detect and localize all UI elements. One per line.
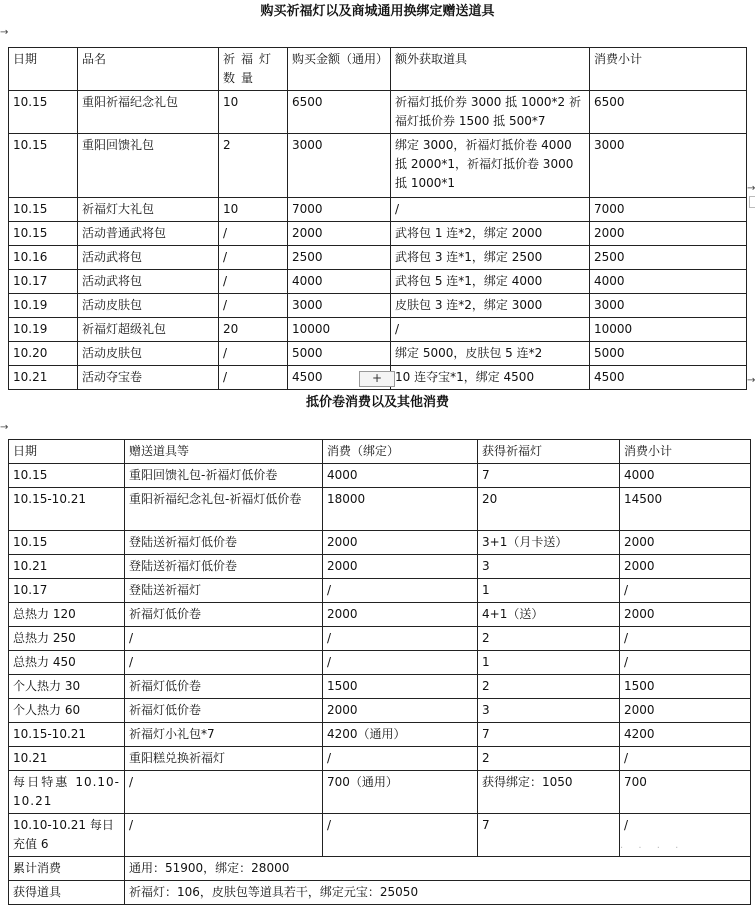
date-cell: 10.15 — [9, 91, 78, 134]
date-cell: 10.21 — [9, 366, 78, 390]
lamp-count-cell: / — [219, 246, 288, 270]
date-cell: 10.21 — [9, 555, 125, 579]
consumption-cell: / — [323, 579, 478, 603]
subtotal-cell: 3000 — [590, 134, 747, 198]
lamps-gained-cell: 3 — [478, 555, 620, 579]
date-cell: 总热力 450 — [9, 651, 125, 675]
extra-items-cell: 绑定 3000，祈福灯抵价卷 4000 抵 2000*1，祈福灯抵价卷 3000 抵 1000*1 — [391, 134, 590, 198]
date-cell: 10.15-10.21 — [9, 723, 125, 747]
left-edge-arrow-icon: → — [0, 422, 9, 433]
gift-items-cell: 祈福灯小礼包*7 — [125, 723, 323, 747]
date-cell: 10.17 — [9, 270, 78, 294]
amount-cell: 3000 — [288, 134, 391, 198]
gift-items-cell: 祈福灯低价卷 — [125, 675, 323, 699]
table-row — [9, 531, 751, 555]
gift-items-cell: / — [125, 651, 323, 675]
right-edge-arrow-icon: → — [747, 375, 755, 386]
summary-label-cell: 累计消费 — [9, 857, 125, 881]
lamp-count-cell: / — [219, 294, 288, 318]
table-row — [9, 747, 751, 771]
consumption-cell: / — [323, 651, 478, 675]
header-consumption-cell: 消费（绑定） — [323, 440, 478, 464]
header-date-cell: 日期 — [9, 48, 78, 91]
table-row — [9, 603, 751, 627]
item-name-cell: 活动夺宝卷 — [78, 366, 219, 390]
subtotal-cell: 2000 — [620, 555, 751, 579]
lamps-gained-cell: 1 — [478, 579, 620, 603]
header-lamps-gained-cell: 获得祈福灯 — [478, 440, 620, 464]
date-cell: 10.15 — [9, 531, 125, 555]
item-name-cell: 祈福灯超级礼包 — [78, 318, 219, 342]
table-row — [9, 627, 751, 651]
amount-cell: 3000 — [288, 294, 391, 318]
subtotal-cell: 5000 — [590, 342, 747, 366]
item-name-cell: 活动普通武将包 — [78, 222, 219, 246]
date-cell: 总热力 120 — [9, 603, 125, 627]
lamps-gained-cell: 1 — [478, 651, 620, 675]
extra-items-cell: 绑定 5000，皮肤包 5 连*2 — [391, 342, 590, 366]
date-cell: 10.10-10.21 每日充值 6 — [9, 814, 125, 857]
subtotal-cell: / — [620, 814, 751, 857]
lamp-count-cell: / — [219, 270, 288, 294]
subtotal-cell: 10000 — [590, 318, 747, 342]
subtotal-cell: 700 — [620, 771, 751, 814]
summary-row — [9, 881, 751, 905]
lamp-count-cell: 20 — [219, 318, 288, 342]
gift-items-cell: 重阳回馈礼包-祈福灯低价卷 — [125, 464, 323, 488]
lamp-count-cell: 10 — [219, 198, 288, 222]
table-row — [9, 91, 747, 134]
subtotal-cell: 1500 — [620, 675, 751, 699]
date-cell: 10.21 — [9, 747, 125, 771]
extra-items-cell: / — [391, 318, 590, 342]
lamps-gained-cell: 3+1（月卡送） — [478, 531, 620, 555]
amount-cell: 10000 — [288, 318, 391, 342]
date-cell: 10.20 — [9, 342, 78, 366]
consumption-cell: 1500 — [323, 675, 478, 699]
table-header-row — [9, 48, 747, 91]
extra-items-cell: 武将包 3 连*1，绑定 2500 — [391, 246, 590, 270]
table-row — [9, 771, 751, 814]
table-row — [9, 723, 751, 747]
consumption-cell: 700（通用） — [323, 771, 478, 814]
header-extra-items-cell: 额外获取道具 — [391, 48, 590, 91]
lamp-count-cell: 10 — [219, 91, 288, 134]
lamps-gained-cell: 2 — [478, 627, 620, 651]
header-gift-items-cell: 赠送道具等 — [125, 440, 323, 464]
add-row-button[interactable]: + — [359, 371, 395, 387]
table-row — [9, 699, 751, 723]
summary-value-cell: 祈福灯：106，皮肤包等道具若干，绑定元宝：25050 — [125, 881, 751, 905]
date-cell: 10.15 — [9, 464, 125, 488]
subtotal-cell: / — [620, 651, 751, 675]
subtotal-cell: 2000 — [620, 531, 751, 555]
header-lamp-count-cell: 祈福灯数量 — [219, 48, 288, 91]
subtotal-cell: 6500 — [590, 91, 747, 134]
gift-items-cell: / — [125, 771, 323, 814]
table-row — [9, 270, 747, 294]
lamps-gained-cell: 2 — [478, 747, 620, 771]
table-row — [9, 579, 751, 603]
item-name-cell: 活动武将包 — [78, 246, 219, 270]
extra-items-cell: 武将包 5 连*1，绑定 4000 — [391, 270, 590, 294]
lamps-gained-cell: 20 — [478, 488, 620, 531]
consumption-cell: 2000 — [323, 555, 478, 579]
gift-items-cell: 重阳糕兑换祈福灯 — [125, 747, 323, 771]
subtotal-cell: / — [620, 627, 751, 651]
gift-items-cell: / — [125, 814, 323, 857]
consumption-cell: 2000 — [323, 531, 478, 555]
gift-items-cell: 祈福灯低价卷 — [125, 699, 323, 723]
header-subtotal-cell: 消费小计 — [590, 48, 747, 91]
lamps-gained-cell: 7 — [478, 464, 620, 488]
lamps-gained-cell: 2 — [478, 675, 620, 699]
date-cell: 10.16 — [9, 246, 78, 270]
header-amount-cell: 购买金额（通用） — [288, 48, 391, 91]
lamp-count-cell: / — [219, 366, 288, 390]
subtotal-cell: / — [620, 579, 751, 603]
section-title-vouchers: 抵价卷消费以及其他消费 — [305, 395, 449, 410]
summary-row — [9, 857, 751, 881]
table-row — [9, 651, 751, 675]
lamps-gained-cell: 4+1（送） — [478, 603, 620, 627]
date-cell: 10.19 — [9, 318, 78, 342]
date-cell: 个人热力 30 — [9, 675, 125, 699]
subtotal-cell: 4200 — [620, 723, 751, 747]
gift-items-cell: 登陆送祈福灯低价卷 — [125, 531, 323, 555]
table-row — [9, 488, 751, 531]
subtotal-cell: 4000 — [620, 464, 751, 488]
table-row — [9, 555, 751, 579]
section-title-purchases: 购买祈福灯以及商城通用换绑定赠送道具 — [260, 4, 495, 19]
date-cell: 个人热力 60 — [9, 699, 125, 723]
table-row — [9, 294, 747, 318]
amount-cell: 2500 — [288, 246, 391, 270]
gift-items-cell: 登陆送祈福灯低价卷 — [125, 555, 323, 579]
amount-cell: 6500 — [288, 91, 391, 134]
header-subtotal-cell: 消费小计 — [620, 440, 751, 464]
table-header-row — [9, 440, 751, 464]
header-item-name-cell: 品名 — [78, 48, 219, 91]
item-name-cell: 活动武将包 — [78, 270, 219, 294]
lamp-count-cell: 2 — [219, 134, 288, 198]
lamps-gained-cell: 7 — [478, 723, 620, 747]
consumption-cell: 4000 — [323, 464, 478, 488]
purchase-table — [8, 47, 747, 390]
date-cell: 10.15 — [9, 222, 78, 246]
voucher-table — [8, 439, 751, 905]
subtotal-cell: 4000 — [590, 270, 747, 294]
consumption-cell: / — [323, 814, 478, 857]
date-cell: 总热力 250 — [9, 627, 125, 651]
date-cell: 10.15 — [9, 134, 78, 198]
amount-cell: 2000 — [288, 222, 391, 246]
item-name-cell: 重阳祈福纪念礼包 — [78, 91, 219, 134]
consumption-cell: 18000 — [323, 488, 478, 531]
consumption-cell: / — [323, 627, 478, 651]
subtotal-cell: 3000 — [590, 294, 747, 318]
date-cell: 10.15 — [9, 198, 78, 222]
left-edge-arrow-icon: → — [0, 27, 9, 38]
summary-value-cell: 通用：51900，绑定：28000 — [125, 857, 751, 881]
item-name-cell: 活动皮肤包 — [78, 294, 219, 318]
extra-items-cell: / — [391, 198, 590, 222]
amount-cell: 4000 — [288, 270, 391, 294]
amount-cell: 7000 — [288, 198, 391, 222]
table-row — [9, 342, 747, 366]
extra-items-cell: 武将包 1 连*2，绑定 2000 — [391, 222, 590, 246]
table-row — [9, 464, 751, 488]
item-name-cell: 活动皮肤包 — [78, 342, 219, 366]
subtotal-cell: / — [620, 747, 751, 771]
header-date-cell: 日期 — [9, 440, 125, 464]
date-cell: 10.19 — [9, 294, 78, 318]
lamps-gained-cell: 获得绑定：1050 — [478, 771, 620, 814]
date-cell: 10.15-10.21 — [9, 488, 125, 531]
subtotal-cell: 4500 — [590, 366, 747, 390]
lamp-count-cell: / — [219, 342, 288, 366]
gift-items-cell: 祈福灯低价卷 — [125, 603, 323, 627]
consumption-cell: 4200（通用） — [323, 723, 478, 747]
subtotal-cell: 14500 — [620, 488, 751, 531]
right-edge-arrow-icon: → — [747, 183, 755, 194]
lamps-gained-cell: 3 — [478, 699, 620, 723]
consumption-cell: / — [323, 747, 478, 771]
item-name-cell: 重阳回馈礼包 — [78, 134, 219, 198]
gift-items-cell: / — [125, 627, 323, 651]
lamps-gained-cell: 7 — [478, 814, 620, 857]
table-row — [9, 318, 747, 342]
extra-items-cell: 10 连夺宝*1，绑定 4500 — [391, 366, 590, 390]
subtotal-cell: 2000 — [620, 699, 751, 723]
table-row — [9, 222, 747, 246]
summary-label-cell: 获得道具 — [9, 881, 125, 905]
extra-items-cell: 皮肤包 3 连*2，绑定 3000 — [391, 294, 590, 318]
table-row — [9, 134, 747, 198]
decorative-dots: · · · · — [620, 843, 685, 854]
amount-cell: 5000 — [288, 342, 391, 366]
table-row — [9, 675, 751, 699]
date-cell: 每日特惠 10.10-10.21 — [9, 771, 125, 814]
table-row — [9, 198, 747, 222]
extra-items-cell: 祈福灯抵价券 3000 抵 1000*2 祈福灯抵价券 1500 抵 500*7 — [391, 91, 590, 134]
item-name-cell: 祈福灯大礼包 — [78, 198, 219, 222]
right-resize-handle-icon[interactable] — [749, 196, 755, 208]
gift-items-cell: 重阳祈福纪念礼包-祈福灯低价卷 — [125, 488, 323, 531]
lamp-count-cell: / — [219, 222, 288, 246]
table-row — [9, 246, 747, 270]
subtotal-cell: 2000 — [620, 603, 751, 627]
subtotal-cell: 2500 — [590, 246, 747, 270]
subtotal-cell: 2000 — [590, 222, 747, 246]
consumption-cell: 2000 — [323, 603, 478, 627]
date-cell: 10.17 — [9, 579, 125, 603]
subtotal-cell: 7000 — [590, 198, 747, 222]
gift-items-cell: 登陆送祈福灯 — [125, 579, 323, 603]
amount-cell: 4500 — [288, 366, 391, 390]
consumption-cell: 2000 — [323, 699, 478, 723]
